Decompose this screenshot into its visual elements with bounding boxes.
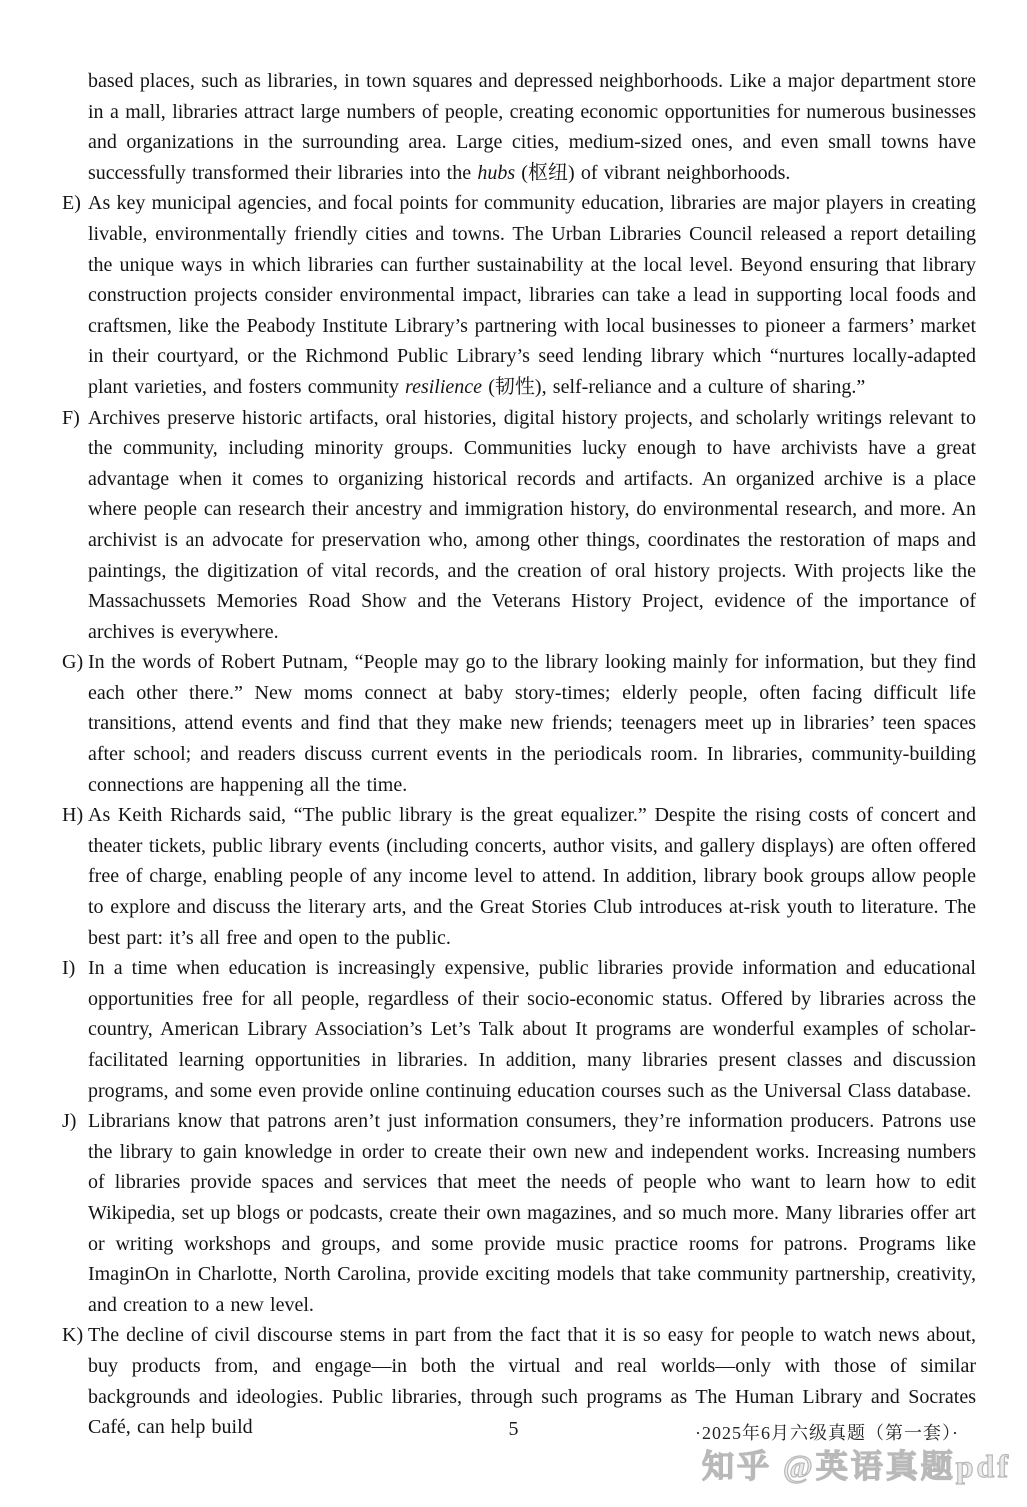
paragraph-text: In a time when education is increasingly expensive, public libraries provide information and educational opportunities free for all people, regardless of their socio-economic status. Offered by libraries across the country, American Library Association’s Let’s Talk about It programs are wonderful examples of scholar-facilitated learning opportunities in libraries. In addition, many libraries present classes and discussion programs, and some even provide online continuing education courses such as the Universal Class database.	[88, 957, 976, 1102]
page-number: 5	[508, 1418, 519, 1440]
paragraph-G	[62, 647, 976, 800]
footer-edition-label: ·2025年6月六级真题（第一套）·	[695, 1423, 959, 1443]
paragraph-label-I: I)	[62, 957, 76, 980]
reading-passage	[62, 66, 976, 1443]
paragraph-F	[62, 403, 976, 648]
italic-term: resilience	[405, 375, 483, 398]
paragraph-text: Archives preserve historic artifacts, oral histories, digital history projects, and scholarly writings relevant to the community, including minority groups. Communities lucky enough to have archivists have a great advantage when it comes to organizing historical records and artifacts. An organized archive is a place where people can research their ancestry and immigration history, do environmental research, and more. An archivist is an advocate for preservation who, among other things, coordinates the restoration of maps and paintings, the digitization of vital records, and the creation of oral history projects. With projects like the Massachussets Memories Road Show and the Veterans History Project, evidence of the importance of archives is everywhere.	[88, 406, 976, 643]
paragraph-E	[62, 188, 976, 402]
paragraph-label-G: G)	[62, 651, 84, 674]
paragraph-text: As Keith Richards said, “The public library is the great equalizer.” Despite the rising costs of concert and theater tickets, public library events (including concerts, author visits, and gallery displays) are often offered free of charge, enabling people of any income level to attend. In addition, library book groups allow people to explore and discuss the literary arts, and the Great Stories Club introduces at-risk youth to literature. The best part: it’s all free and open to the public.	[88, 804, 976, 949]
paragraph-text: Librarians know that patrons aren’t just information consumers, they’re information producers. Patrons use the library to gain knowledge in order to create their own new and independent works. Increasing numbers of libraries provide spaces and services that meet the needs of people who want to learn how to edit Wikipedia, set up blogs or podcasts, create their own magazines, and so much more. Many libraries offer art or writing workshops and groups, and some provide music practice rooms for patrons. Programs like ImaginOn in Charlotte, North Carolina, provide exciting models that take community partnership, creativity, and creation to a new level.	[88, 1110, 976, 1316]
paragraph-continuation	[62, 66, 976, 188]
paragraph-text: (枢纽) of vibrant neighborhoods.	[515, 161, 791, 184]
paragraph-label-E: E)	[62, 192, 81, 215]
paragraph-label-H: H)	[62, 804, 84, 827]
paragraph-J	[62, 1106, 976, 1320]
paragraph-I	[62, 953, 976, 1106]
paragraph-label-J: J)	[62, 1110, 77, 1133]
paragraph-text: (韧性), self-reliance and a culture of sharing.”	[482, 375, 866, 398]
paragraph-label-K: K)	[62, 1324, 84, 1347]
watermark-text: 知乎 @英语真题pdf	[701, 1448, 1011, 1484]
paragraph-text: The decline of civil discourse stems in part from the fact that it is so easy for people to watch news about, buy products from, and engage—in both the virtual and real worlds—only with those of similar backgrounds and ideologies. Public libraries, through such programs as The Human Library and Socrates Café, can help build	[88, 1324, 976, 1439]
paragraph-label-F: F)	[62, 406, 80, 429]
paragraph-text: In the words of Robert Putnam, “People may go to the library looking mainly for information, but they find each other there.” New moms connect at baby story-times; elderly people, often facing difficult life transitions, attend events and find that they make new friends; teenagers meet up in libraries’ teen spaces after school; and readers discuss current events in the periodicals room. In libraries, community-building connections are happening all the time.	[88, 651, 976, 796]
italic-term: hubs	[477, 161, 516, 184]
paragraph-text: based places, such as libraries, in town squares and depressed neighborhoods. Like a major department store in a mall, libraries attract large numbers of people, creating economic opportunities for numerous businesses and organizations in the surrounding area. Large cities, medium-sized ones, and even small towns have successfully transformed their libraries into the	[88, 70, 976, 184]
paragraph-text: As key municipal agencies, and focal points for community education, libraries are major players in creating livable, environmentally friendly cities and towns. The Urban Libraries Council released a report detailing the unique ways in which libraries can further sustainability at the local level. Beyond ensuring that library construction projects consider environmental impact, libraries can take a lead in supporting local foods and craftsmen, like the Peabody Institute Library’s partnering with local businesses to pioneer a farmers’ market in their courtyard, or the Richmond Public Library’s seed lending library which “nurtures locally-adapted plant varieties, and fosters community	[88, 192, 976, 398]
paragraph-H	[62, 800, 976, 953]
